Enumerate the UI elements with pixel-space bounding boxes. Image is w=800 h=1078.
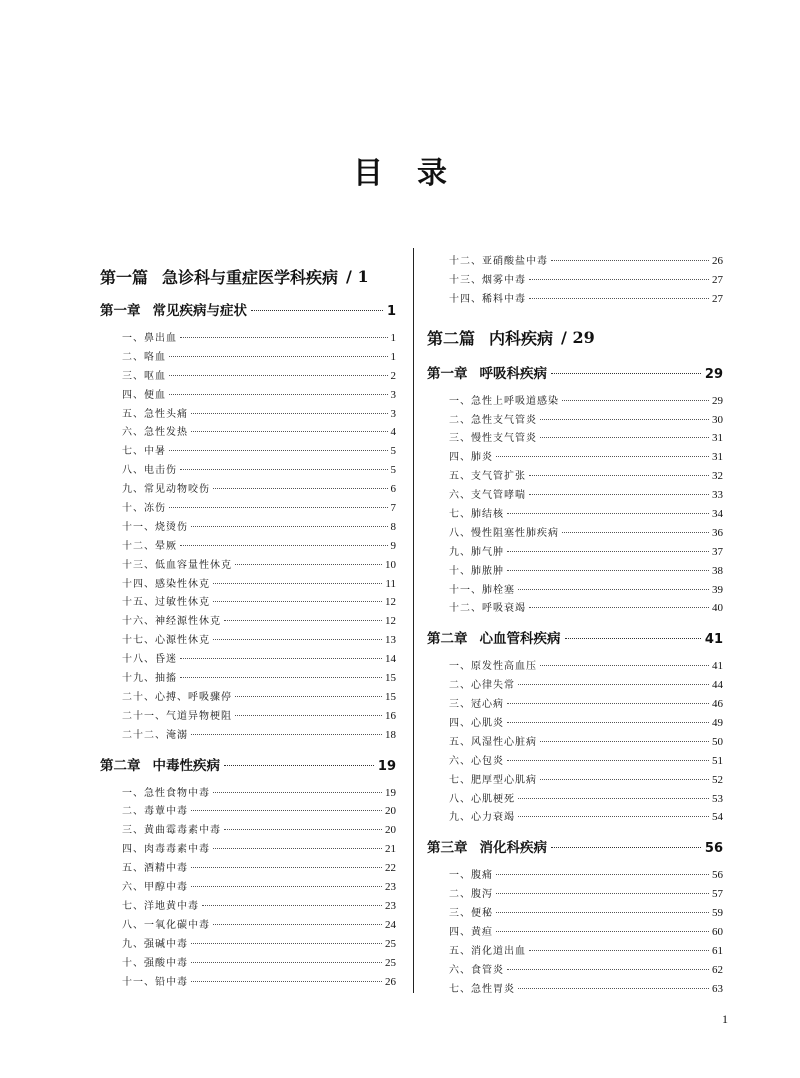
dot-leader [213, 924, 382, 925]
entry-title: 七、急性胃炎 [449, 983, 515, 995]
dot-leader [213, 639, 382, 640]
entry-title: 十一、烧烫伤 [122, 521, 188, 533]
dot-leader [496, 912, 709, 913]
entry-title: 十六、神经源性休克 [122, 616, 221, 628]
entry-page-number: 23 [385, 881, 396, 894]
toc-entry[interactable] [100, 575, 396, 594]
toc-entry[interactable] [100, 423, 396, 442]
dot-leader [565, 638, 701, 639]
entry-title: 三、黄曲霉毒素中毒 [122, 825, 221, 837]
dot-leader [191, 962, 382, 963]
dot-leader [518, 988, 709, 989]
dot-leader [551, 847, 701, 848]
toc-entry[interactable] [100, 916, 396, 935]
dot-leader [529, 950, 709, 951]
toc-entry[interactable] [427, 676, 723, 695]
entry-page-number: 46 [712, 698, 723, 711]
entry-title: 十四、感染性休克 [122, 578, 210, 590]
entry-title: 三、便秘 [449, 908, 493, 920]
dot-leader [235, 564, 382, 565]
page-title: 目录 [353, 156, 481, 191]
entry-title: 六、甲醇中毒 [122, 882, 188, 894]
toc-entry[interactable] [427, 252, 723, 271]
entry-title: 五、酒精中毒 [122, 863, 188, 875]
part-label: 第二篇 [427, 329, 476, 349]
toc-entry[interactable] [427, 599, 723, 618]
toc-entry[interactable] [427, 961, 723, 980]
toc-entry[interactable] [427, 771, 723, 790]
entry-title: 十三、烟雾中毒 [449, 274, 526, 286]
chapter-title: 心血管科疾病 [479, 631, 561, 648]
entry-page-number: 3 [390, 388, 396, 401]
entry-title: 九、强碱中毒 [122, 938, 188, 950]
entry-page-number: 24 [385, 918, 396, 931]
entry-title: 九、心力衰竭 [449, 812, 515, 824]
entry-page-number: 27 [712, 292, 723, 305]
entry-page-number: 38 [712, 564, 723, 577]
chapter-heading[interactable] [100, 300, 396, 322]
entry-page-number: 27 [712, 273, 723, 286]
entry-title: 二、咯血 [122, 351, 166, 363]
toc-entry[interactable] [427, 866, 723, 885]
dot-leader [191, 810, 382, 811]
entry-page-number: 3 [390, 407, 396, 420]
entry-title: 四、肺炎 [449, 452, 493, 464]
entry-page-number: 23 [385, 899, 396, 912]
entry-page-number: 22 [385, 862, 396, 875]
entry-title: 七、肺结核 [449, 509, 504, 521]
entry-page-number: 36 [712, 526, 723, 539]
entry-title: 三、呕血 [122, 370, 166, 382]
entry-page-number: 9 [390, 539, 396, 552]
chapter-number: 第二章 [427, 631, 468, 648]
entry-page-number: 1 [390, 350, 396, 363]
entry-page-number: 50 [712, 735, 723, 748]
dot-leader [191, 943, 382, 944]
entry-page-number: 31 [712, 432, 723, 445]
dot-leader [180, 658, 382, 659]
dot-leader [496, 893, 709, 894]
dot-leader [224, 620, 382, 621]
entry-page-number: 26 [385, 975, 396, 988]
toc-entry[interactable] [427, 980, 723, 999]
dot-leader [251, 310, 383, 311]
dot-leader [180, 677, 382, 678]
entry-title: 八、电击伤 [122, 465, 177, 477]
dot-leader [540, 665, 709, 666]
entry-page-number: 11 [385, 577, 396, 590]
entry-title: 二、腹泻 [449, 889, 493, 901]
entry-title: 九、肺气肿 [449, 546, 504, 558]
entry-page-number: 41 [712, 660, 723, 673]
toc-entry[interactable] [100, 461, 396, 480]
dot-leader [213, 792, 382, 793]
dot-leader [191, 867, 382, 868]
dot-leader [191, 413, 388, 414]
dot-leader [213, 601, 382, 602]
toc-entry[interactable] [100, 973, 396, 992]
entry-title: 七、中暑 [122, 446, 166, 458]
dot-leader [507, 703, 709, 704]
toc-entry[interactable] [100, 329, 396, 348]
entry-page-number: 15 [385, 690, 396, 703]
chapter-number: 第二章 [100, 757, 141, 774]
part-heading[interactable] [427, 323, 723, 353]
toc-entry[interactable] [427, 714, 723, 733]
toc-entry[interactable] [100, 348, 396, 367]
toc-entry[interactable] [427, 904, 723, 923]
toc-entry[interactable] [427, 505, 723, 524]
toc-entry[interactable] [100, 954, 396, 973]
chapter-heading[interactable] [427, 363, 723, 385]
chapter-heading[interactable] [427, 837, 723, 859]
toc-entry[interactable] [427, 486, 723, 505]
dot-leader [180, 545, 388, 546]
toc-entry[interactable] [427, 752, 723, 771]
toc-entry[interactable] [100, 935, 396, 954]
dot-leader [562, 532, 709, 533]
chapter-heading[interactable] [427, 628, 723, 650]
dot-leader [213, 583, 382, 584]
chapter-heading[interactable] [100, 755, 396, 777]
entry-title: 十五、过敏性休克 [122, 597, 210, 609]
dot-leader [507, 760, 709, 761]
chapter-number: 第一章 [100, 303, 141, 319]
toc-entry[interactable] [427, 448, 723, 467]
toc-entry[interactable] [427, 942, 723, 961]
toc-entry[interactable] [100, 593, 396, 612]
chapter-page-number: 56 [704, 841, 723, 857]
dot-leader [169, 450, 388, 451]
dot-leader [191, 526, 388, 527]
toc-entry[interactable] [100, 802, 396, 821]
dot-leader [507, 513, 709, 514]
dot-leader [496, 456, 709, 457]
entry-page-number: 5 [390, 464, 396, 477]
part-page: / 29 [561, 328, 595, 348]
toc-entry[interactable] [100, 442, 396, 461]
entry-page-number: 30 [712, 413, 723, 426]
dot-leader [213, 848, 382, 849]
entry-page-number: 15 [385, 672, 396, 685]
toc-entry[interactable] [100, 537, 396, 556]
entry-title: 十二、呼吸衰竭 [449, 603, 526, 615]
toc-entry[interactable] [100, 821, 396, 840]
toc-entry[interactable] [100, 784, 396, 803]
entry-title: 九、常见动物咬伤 [122, 484, 210, 496]
chapter-title: 中毒性疾病 [152, 757, 220, 774]
toc-entry[interactable] [100, 840, 396, 859]
entry-page-number: 33 [712, 489, 723, 502]
toc-entry[interactable] [427, 290, 723, 309]
entry-title: 五、消化道出血 [449, 945, 526, 957]
entry-page-number: 49 [712, 717, 723, 730]
part-title: 急诊科与重症医学科疾病 [162, 267, 339, 287]
dot-leader [191, 431, 388, 432]
entry-page-number: 44 [712, 679, 723, 692]
chapter-page-number: 29 [704, 366, 723, 382]
entry-title: 二十、心搏、呼吸骤停 [122, 691, 232, 703]
toc-entry[interactable] [427, 885, 723, 904]
toc-entry[interactable] [427, 790, 723, 809]
part-page: / 1 [346, 266, 369, 286]
entry-title: 十、肺脓肿 [449, 565, 504, 577]
entry-page-number: 18 [385, 728, 396, 741]
entry-page-number: 1 [390, 332, 396, 344]
entry-title: 十二、亚硝酸盐中毒 [449, 256, 548, 267]
entry-title: 三、慢性支气管炎 [449, 433, 537, 445]
entry-page-number: 32 [712, 470, 723, 483]
entry-page-number: 14 [385, 653, 396, 666]
dot-leader [213, 488, 388, 489]
toc-entry[interactable] [100, 650, 396, 669]
dot-leader [169, 356, 388, 357]
chapter-number: 第三章 [427, 840, 468, 857]
toc-entry[interactable] [427, 562, 723, 581]
toc-entry[interactable] [427, 411, 723, 430]
dot-leader [191, 981, 382, 982]
entry-title: 六、心包炎 [449, 755, 504, 767]
toc-entry[interactable] [100, 707, 396, 726]
entry-title: 六、急性发热 [122, 427, 188, 439]
dot-leader [551, 260, 709, 261]
entry-page-number: 13 [385, 634, 396, 647]
dot-leader [180, 469, 388, 470]
entry-title: 七、洋地黄中毒 [122, 900, 199, 912]
toc-entry[interactable] [100, 556, 396, 575]
toc-entry[interactable] [100, 897, 396, 916]
chapter-number: 第一章 [427, 365, 468, 382]
entry-title: 二、毒蕈中毒 [122, 806, 188, 818]
entry-title: 十一、铅中毒 [122, 976, 188, 988]
chapter-title: 消化科疾病 [479, 840, 547, 857]
chapter-title: 常见疾病与症状 [152, 303, 247, 319]
entry-page-number: 2 [390, 369, 396, 382]
entry-page-number: 26 [712, 255, 723, 267]
entry-page-number: 6 [390, 483, 396, 496]
entry-title: 四、心肌炎 [449, 718, 504, 730]
column-divider [413, 248, 414, 993]
part-heading[interactable] [100, 262, 396, 290]
entry-title: 四、黄疸 [449, 927, 493, 939]
page-number: 1 [722, 1012, 728, 1026]
entry-title: 六、支气管哮喘 [449, 490, 526, 502]
toc-entry[interactable] [100, 386, 396, 405]
toc-entry[interactable] [100, 499, 396, 518]
entry-title: 十七、心源性休克 [122, 635, 210, 647]
entry-title: 十、冻伤 [122, 503, 166, 515]
entry-page-number: 25 [385, 937, 396, 950]
entry-title: 一、鼻出血 [122, 333, 177, 344]
dot-leader [540, 437, 709, 438]
entry-page-number: 63 [712, 982, 723, 995]
entry-page-number: 39 [712, 583, 723, 596]
toc-entry[interactable] [427, 808, 723, 827]
toc-left-column [100, 252, 396, 991]
entry-title: 二、急性支气管炎 [449, 414, 537, 426]
entry-page-number: 4 [390, 426, 396, 439]
toc-entry[interactable] [427, 581, 723, 600]
chapter-page-number: 19 [377, 758, 396, 774]
dot-leader [507, 551, 709, 552]
dot-leader [235, 696, 382, 697]
entry-title: 二十二、淹溺 [122, 729, 188, 741]
entry-page-number: 12 [385, 615, 396, 628]
entry-page-number: 34 [712, 508, 723, 521]
toc-entry[interactable] [427, 429, 723, 448]
dot-leader [180, 337, 388, 338]
toc-entry[interactable] [100, 878, 396, 897]
entry-page-number: 20 [385, 824, 396, 837]
dot-leader [507, 570, 709, 571]
entry-page-number: 54 [712, 811, 723, 824]
dot-leader [202, 905, 382, 906]
dot-leader [540, 779, 709, 780]
chapter-page-number: 41 [704, 632, 723, 648]
entry-title: 八、心肌梗死 [449, 793, 515, 805]
dot-leader [529, 607, 709, 608]
entry-page-number: 61 [712, 944, 723, 957]
entry-page-number: 56 [712, 869, 723, 882]
dot-leader [496, 874, 709, 875]
entry-page-number: 57 [712, 888, 723, 901]
dot-leader [540, 741, 709, 742]
entry-title: 七、肥厚型心肌病 [449, 774, 537, 786]
entry-page-number: 12 [385, 596, 396, 609]
toc-right-column [427, 252, 723, 999]
entry-title: 三、冠心病 [449, 699, 504, 711]
dot-leader [191, 734, 382, 735]
entry-page-number: 31 [712, 451, 723, 464]
toc-entry[interactable] [100, 669, 396, 688]
entry-page-number: 62 [712, 963, 723, 976]
entry-page-number: 37 [712, 545, 723, 558]
dot-leader [235, 715, 382, 716]
dot-leader [518, 798, 709, 799]
entry-page-number: 5 [390, 445, 396, 458]
entry-title: 十八、昏迷 [122, 654, 177, 666]
entry-page-number: 16 [385, 709, 396, 722]
toc-entry[interactable] [100, 480, 396, 499]
dot-leader [518, 816, 709, 817]
entry-page-number: 21 [385, 843, 396, 856]
dot-leader [507, 722, 709, 723]
entry-title: 八、一氧化碳中毒 [122, 919, 210, 931]
entry-title: 一、急性食物中毒 [122, 787, 210, 799]
entry-page-number: 52 [712, 773, 723, 786]
entry-page-number: 20 [385, 805, 396, 818]
entry-page-number: 29 [712, 394, 723, 407]
dot-leader [496, 931, 709, 932]
toc-entry[interactable] [427, 467, 723, 486]
entry-page-number: 10 [385, 558, 396, 571]
toc-entry[interactable] [100, 688, 396, 707]
entry-title: 五、支气管扩张 [449, 471, 526, 483]
entry-title: 六、食管炎 [449, 964, 504, 976]
entry-page-number: 60 [712, 926, 723, 939]
dot-leader [507, 969, 709, 970]
toc-entry[interactable] [100, 612, 396, 631]
toc-entry[interactable] [427, 524, 723, 543]
entry-page-number: 40 [712, 602, 723, 615]
toc-entry[interactable] [427, 543, 723, 562]
toc-entry[interactable] [427, 657, 723, 676]
dot-leader [529, 475, 709, 476]
entry-title: 五、风湿性心脏病 [449, 736, 537, 748]
toc-entry[interactable] [100, 631, 396, 650]
toc-entry[interactable] [427, 392, 723, 411]
dot-leader [551, 373, 701, 374]
toc-entry[interactable] [427, 695, 723, 714]
dot-leader [529, 494, 709, 495]
dot-leader [169, 394, 388, 395]
entry-page-number: 59 [712, 907, 723, 920]
dot-leader [518, 684, 709, 685]
toc-entry[interactable] [100, 859, 396, 878]
dot-leader [562, 400, 709, 401]
entry-page-number: 8 [390, 520, 396, 533]
entry-title: 十二、晕厥 [122, 540, 177, 552]
entry-title: 四、便血 [122, 389, 166, 401]
entry-title: 二十一、气道异物梗阻 [122, 710, 232, 722]
dot-leader [540, 419, 709, 420]
entry-title: 四、肉毒毒素中毒 [122, 844, 210, 856]
chapter-page-number: 1 [386, 304, 396, 319]
toc-entry[interactable] [100, 518, 396, 537]
entry-title: 五、急性头痛 [122, 408, 188, 420]
entry-title: 二、心律失常 [449, 680, 515, 692]
entry-page-number: 19 [385, 786, 396, 799]
dot-leader [191, 886, 382, 887]
toc-entry[interactable] [100, 726, 396, 745]
toc-entry[interactable] [427, 733, 723, 752]
entry-page-number: 7 [390, 502, 396, 515]
dot-leader [529, 279, 709, 280]
entry-title: 十一、肺栓塞 [449, 584, 515, 596]
part-title: 内科疾病 [489, 329, 554, 349]
entry-page-number: 25 [385, 956, 396, 969]
entry-title: 一、原发性高血压 [449, 661, 537, 673]
toc-entry[interactable] [427, 923, 723, 942]
dot-leader [224, 765, 374, 766]
dot-leader [169, 507, 388, 508]
toc-entry[interactable] [100, 405, 396, 424]
dot-leader [518, 589, 709, 590]
entry-title: 八、慢性阻塞性肺疾病 [449, 527, 559, 539]
entry-title: 一、腹痛 [449, 870, 493, 882]
chapter-title: 呼吸科疾病 [479, 365, 547, 382]
entry-title: 十三、低血容量性休克 [122, 559, 232, 571]
toc-entry[interactable] [100, 367, 396, 386]
entry-page-number: 53 [712, 792, 723, 805]
dot-leader [169, 375, 388, 376]
dot-leader [529, 298, 709, 299]
dot-leader [224, 829, 382, 830]
entry-title: 十四、稀料中毒 [449, 293, 526, 305]
entry-page-number: 51 [712, 754, 723, 767]
entry-title: 一、急性上呼吸道感染 [449, 395, 559, 407]
entry-title: 十九、抽搐 [122, 673, 177, 685]
part-label: 第一篇 [100, 267, 149, 287]
toc-entry[interactable] [427, 271, 723, 290]
entry-title: 十、强酸中毒 [122, 957, 188, 969]
